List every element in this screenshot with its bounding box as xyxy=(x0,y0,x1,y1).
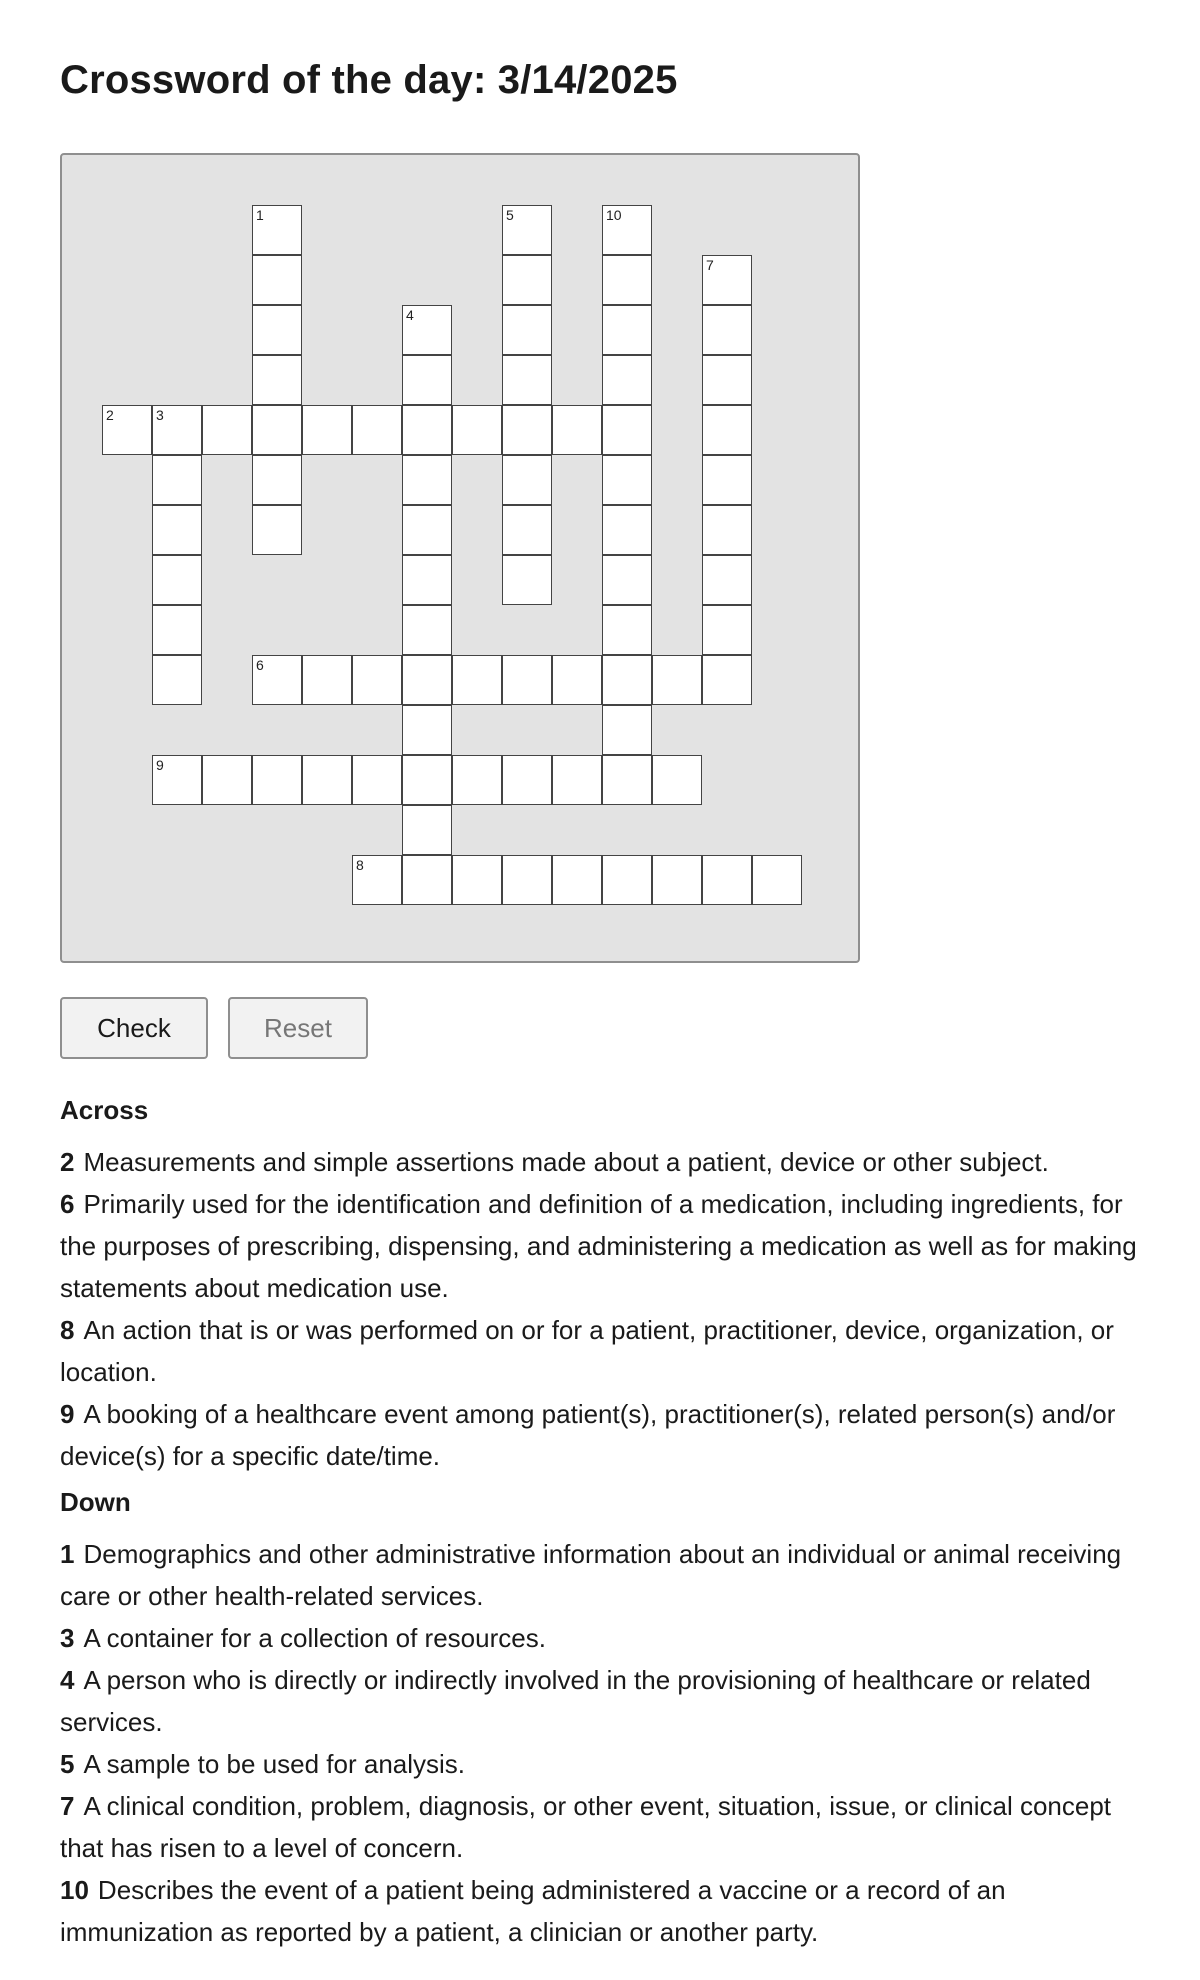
grid-cell[interactable] xyxy=(402,355,452,405)
grid-cell[interactable] xyxy=(702,655,752,705)
clue-number: 6 xyxy=(60,1189,75,1219)
grid-cell[interactable] xyxy=(552,855,602,905)
clue-text: A container for a collection of resources. xyxy=(83,1623,546,1653)
grid-cell[interactable] xyxy=(252,205,302,255)
clue-number: 9 xyxy=(60,1399,75,1429)
grid-cell[interactable] xyxy=(602,205,652,255)
grid-cell[interactable] xyxy=(602,455,652,505)
grid-cell[interactable] xyxy=(602,755,652,805)
grid-cell[interactable] xyxy=(402,455,452,505)
clue-number: 3 xyxy=(60,1623,75,1653)
clue-number-label: 7 xyxy=(706,257,714,273)
grid-cell[interactable] xyxy=(602,555,652,605)
clue-number-label: 3 xyxy=(156,407,164,423)
grid-cell[interactable] xyxy=(452,405,502,455)
clue-number: 2 xyxy=(60,1147,75,1177)
grid-cell[interactable] xyxy=(702,555,752,605)
grid-cell[interactable] xyxy=(352,655,402,705)
grid-cell[interactable] xyxy=(402,555,452,605)
clue-number-label: 10 xyxy=(606,207,622,223)
clue-number-label: 1 xyxy=(256,207,264,223)
down-clue xyxy=(60,1785,1160,1869)
grid-cell[interactable] xyxy=(252,505,302,555)
clue-number: 1 xyxy=(60,1539,75,1569)
grid-cell[interactable] xyxy=(552,755,602,805)
grid-cell[interactable] xyxy=(302,405,352,455)
grid-cell[interactable] xyxy=(702,605,752,655)
grid-cell[interactable] xyxy=(602,855,652,905)
across-clue-list xyxy=(60,1141,1160,1477)
grid-cell[interactable] xyxy=(352,855,402,905)
clue-number-label: 4 xyxy=(406,307,414,323)
grid-cell[interactable] xyxy=(402,755,452,805)
clues-panel xyxy=(60,1085,1160,1953)
grid-cell[interactable] xyxy=(752,855,802,905)
grid-cell[interactable] xyxy=(102,405,152,455)
grid-cell[interactable] xyxy=(602,355,652,405)
grid-cell[interactable] xyxy=(402,705,452,755)
grid-cell[interactable] xyxy=(602,655,652,705)
grid-cell[interactable] xyxy=(502,455,552,505)
crossword-grid xyxy=(60,153,860,963)
clue-text: A sample to be used for analysis. xyxy=(83,1749,466,1779)
grid-cell[interactable] xyxy=(702,455,752,505)
clue-text: A booking of a healthcare event among patient(s), practitioner(s), related person(s) and/or device(s) for a specific date/time. xyxy=(60,1399,1116,1471)
grid-cell[interactable] xyxy=(502,305,552,355)
grid-cell[interactable] xyxy=(402,305,452,355)
grid-cell[interactable] xyxy=(352,405,402,455)
grid-cell[interactable] xyxy=(152,505,202,555)
grid-cell[interactable] xyxy=(252,655,302,705)
check-button[interactable]: Check xyxy=(60,997,208,1059)
down-clue xyxy=(60,1533,1160,1617)
clue-text: A clinical condition, problem, diagnosis, or other event, situation, issue, or clinical concept that has risen to a level of concern. xyxy=(60,1791,1112,1863)
grid-cell[interactable] xyxy=(602,255,652,305)
clue-number-label: 5 xyxy=(506,207,514,223)
grid-cell[interactable] xyxy=(152,655,202,705)
clue-number: 4 xyxy=(60,1665,75,1695)
grid-cell[interactable] xyxy=(702,505,752,555)
clue-number-label: 9 xyxy=(156,757,164,773)
clue-number-label: 6 xyxy=(256,657,264,673)
grid-cell[interactable] xyxy=(402,655,452,705)
grid-cell[interactable] xyxy=(252,755,302,805)
down-clue xyxy=(60,1659,1160,1743)
grid-cell[interactable] xyxy=(452,755,502,805)
grid-cell[interactable] xyxy=(702,855,752,905)
grid-cell[interactable] xyxy=(502,855,552,905)
grid-cell[interactable] xyxy=(302,655,352,705)
grid-cell[interactable] xyxy=(502,505,552,555)
down-heading: Down xyxy=(60,1487,131,1517)
page-title: Crossword of the day: 3/14/2025 xyxy=(60,58,678,102)
grid-cell[interactable] xyxy=(602,505,652,555)
grid-cell[interactable] xyxy=(402,505,452,555)
grid-cell[interactable] xyxy=(252,305,302,355)
grid-cell[interactable] xyxy=(352,755,402,805)
grid-cell[interactable] xyxy=(652,755,702,805)
clue-text: An action that is or was performed on or for a patient, practitioner, device, organization, or location. xyxy=(60,1315,1114,1387)
down-clue xyxy=(60,1617,1160,1659)
clue-text: Demographics and other administrative information about an individual or animal receiving care or other health-related services. xyxy=(60,1539,1122,1611)
grid-cell[interactable] xyxy=(452,855,502,905)
clue-text: Describes the event of a patient being administered a vaccine or a record of an immunization as reported by a patient, a clinician or another party. xyxy=(60,1875,1006,1947)
grid-cell[interactable] xyxy=(552,405,602,455)
grid-cell[interactable] xyxy=(402,805,452,855)
clue-number: 5 xyxy=(60,1749,75,1779)
grid-cell[interactable] xyxy=(502,355,552,405)
grid-cell[interactable] xyxy=(602,305,652,355)
grid-cell[interactable] xyxy=(602,405,652,455)
clue-number: 7 xyxy=(60,1791,75,1821)
across-clue xyxy=(60,1393,1160,1477)
grid-cell[interactable] xyxy=(552,655,602,705)
grid-cell[interactable] xyxy=(452,655,502,705)
grid-cell[interactable] xyxy=(252,255,302,305)
clue-number-label: 2 xyxy=(106,407,114,423)
grid-cell[interactable] xyxy=(502,255,552,305)
grid-cell[interactable] xyxy=(402,605,452,655)
grid-cell[interactable] xyxy=(152,455,202,505)
across-clue xyxy=(60,1183,1160,1309)
clue-number-label: 8 xyxy=(356,857,364,873)
grid-cell[interactable] xyxy=(702,305,752,355)
across-clue xyxy=(60,1309,1160,1393)
clue-number: 10 xyxy=(60,1875,89,1905)
across-clue xyxy=(60,1141,1160,1183)
grid-cell[interactable] xyxy=(202,405,252,455)
clue-text: Measurements and simple assertions made about a patient, device or other subject. xyxy=(83,1147,1049,1177)
grid-cell[interactable] xyxy=(202,755,252,805)
grid-cell[interactable] xyxy=(702,255,752,305)
down-clue xyxy=(60,1743,1160,1785)
down-clue xyxy=(60,1869,1160,1953)
down-clue-list xyxy=(60,1533,1160,1953)
grid-cell[interactable] xyxy=(502,555,552,605)
grid-cell[interactable] xyxy=(402,855,452,905)
grid-cell[interactable] xyxy=(502,755,552,805)
grid-cell[interactable] xyxy=(502,205,552,255)
grid-cell[interactable] xyxy=(152,555,202,605)
grid-cell[interactable] xyxy=(252,455,302,505)
clue-number: 8 xyxy=(60,1315,75,1345)
grid-cell[interactable] xyxy=(702,405,752,455)
grid-cell[interactable] xyxy=(652,855,702,905)
grid-cell[interactable] xyxy=(152,405,202,455)
grid-cell[interactable] xyxy=(252,355,302,405)
clue-text: A person who is directly or indirectly involved in the provisioning of healthcare or related services. xyxy=(60,1665,1091,1737)
grid-cell[interactable] xyxy=(602,705,652,755)
grid-cell[interactable] xyxy=(702,355,752,405)
grid-cell[interactable] xyxy=(152,605,202,655)
grid-cell[interactable] xyxy=(302,755,352,805)
clue-text: Primarily used for the identification and definition of a medication, including ingredients, for the purposes of prescribing, dispensing, and administering a medication as well as for making statements about medication use. xyxy=(60,1189,1137,1303)
grid-cell[interactable] xyxy=(502,655,552,705)
grid-cell[interactable] xyxy=(602,605,652,655)
grid-cell[interactable] xyxy=(652,655,702,705)
grid-cell[interactable] xyxy=(502,405,552,455)
grid-cell[interactable] xyxy=(402,405,452,455)
reset-button[interactable]: Reset xyxy=(228,997,368,1059)
grid-cell[interactable] xyxy=(152,755,202,805)
grid-cell[interactable] xyxy=(252,405,302,455)
across-heading: Across xyxy=(60,1095,149,1125)
